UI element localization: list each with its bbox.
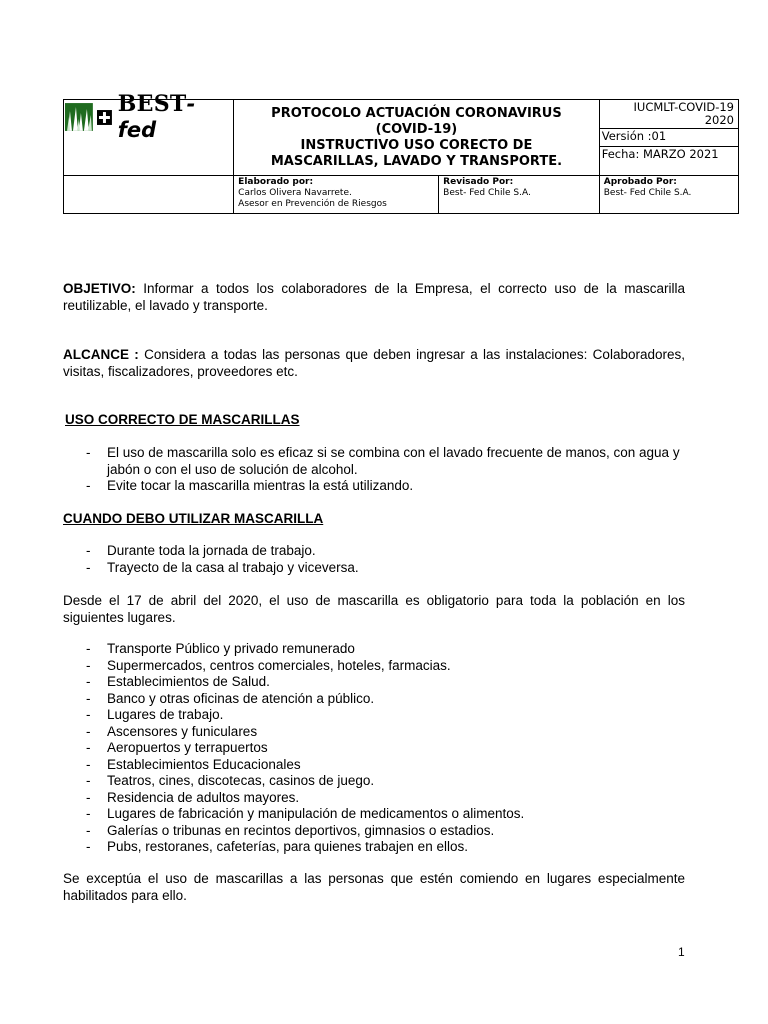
- obligatorio-paragraph: Desde el 17 de abril del 2020, el uso de mascarilla es obligatorio para toda la población en los siguientes lugares.: [63, 593, 685, 625]
- alcance-label: ALCANCE :: [63, 347, 139, 362]
- list-item: - Evite tocar la mascarilla mientras la está utilizando.: [85, 478, 685, 495]
- prepared-by: Elaborado por: Carlos Olivera Navarrete. Asesor en Prevención de Riesgos: [234, 176, 439, 213]
- list-item: - Establecimientos Educacionales: [85, 757, 685, 774]
- brand-name: BEST-fed: [117, 91, 196, 142]
- list-item: - Trayecto de la casa al trabajo y viceversa.: [85, 560, 685, 577]
- approved-by: Aprobado Por: Best- Fed Chile S.A.: [599, 176, 738, 214]
- list-item: - Residencia de adultos mayores.: [85, 790, 685, 807]
- list-item: - Teatros, cines, discotecas, casinos de juego.: [85, 773, 685, 790]
- document-code: IUCMLT-COVID-19 2020: [599, 100, 738, 129]
- company-logo: [64, 91, 233, 142]
- list-item: - Durante toda la jornada de trabajo.: [85, 543, 685, 560]
- document-version: Versión :01: [599, 129, 738, 147]
- objetivo-paragraph: [63, 281, 685, 314]
- page-number: 1: [678, 945, 685, 959]
- cuando-list: [85, 543, 685, 576]
- document-date: Fecha: MARZO 2021: [599, 147, 738, 176]
- lugares-list: [85, 641, 685, 856]
- empty-cell: [64, 176, 234, 214]
- alcance-paragraph: [63, 347, 685, 380]
- list-item: - Transporte Público y privado remunerado: [85, 641, 685, 658]
- list-item: - Lugares de trabajo.: [85, 707, 685, 724]
- list-item: - Lugares de fabricación y manipulación de medicamentos o alimentos.: [85, 806, 685, 823]
- list-item: - Aeropuertos y terrapuertos: [85, 740, 685, 757]
- objetivo-text: Informar a todos los colaboradores de la Empresa, el correcto uso de la mascarilla reutilizable, el lavado y transporte.: [63, 281, 685, 313]
- grass-icon: [65, 103, 93, 131]
- alcance-text: Considera a todas las personas que deben ingresar a las instalaciones: Colaboradores, visitas, fiscalizadores, proveedores etc.: [63, 347, 685, 379]
- list-item: - El uso de mascarilla solo es eficaz si se combina con el lavado frecuente de manos, con agua y jabón o con el uso de solución de alcohol.: [85, 445, 685, 478]
- logo-cell: [64, 91, 234, 176]
- uso-heading: USO CORRECTO DE MASCARILLAS: [65, 412, 300, 427]
- signature-row: [234, 176, 600, 214]
- cuando-heading: CUANDO DEBO UTILIZAR MASCARILLA: [63, 511, 324, 526]
- cross-icon: [97, 110, 112, 125]
- list-item: - Banco y otras oficinas de atención a público.: [85, 691, 685, 708]
- list-item: - Ascensores y funiculares: [85, 724, 685, 741]
- list-item: - Pubs, restoranes, cafeterías, para quienes trabajen en ellos.: [85, 839, 685, 856]
- uso-list: [85, 445, 685, 495]
- document-header-table: [63, 91, 739, 214]
- document-title: PROTOCOLO ACTUACIÓN CORONAVIRUS (COVID-19) INSTRUCTIVO USO CORECTO DE MASCARILLAS, LAVADO Y TRANSPORTE.: [234, 100, 600, 176]
- objetivo-label: OBJETIVO:: [63, 281, 136, 296]
- reviewed-by: Revisado Por: Best- Fed Chile S.A.: [443, 177, 531, 198]
- list-item: - Galerías o tribunas en recintos deportivos, gimnasios o estadios.: [85, 823, 685, 840]
- list-item: - Establecimientos de Salud.: [85, 674, 685, 691]
- list-item: - Supermercados, centros comerciales, hoteles, farmacias.: [85, 658, 685, 675]
- excepcion-paragraph: Se exceptúa el uso de mascarillas a las personas que estén comiendo en lugares especialmente habilitados para ello.: [63, 871, 685, 903]
